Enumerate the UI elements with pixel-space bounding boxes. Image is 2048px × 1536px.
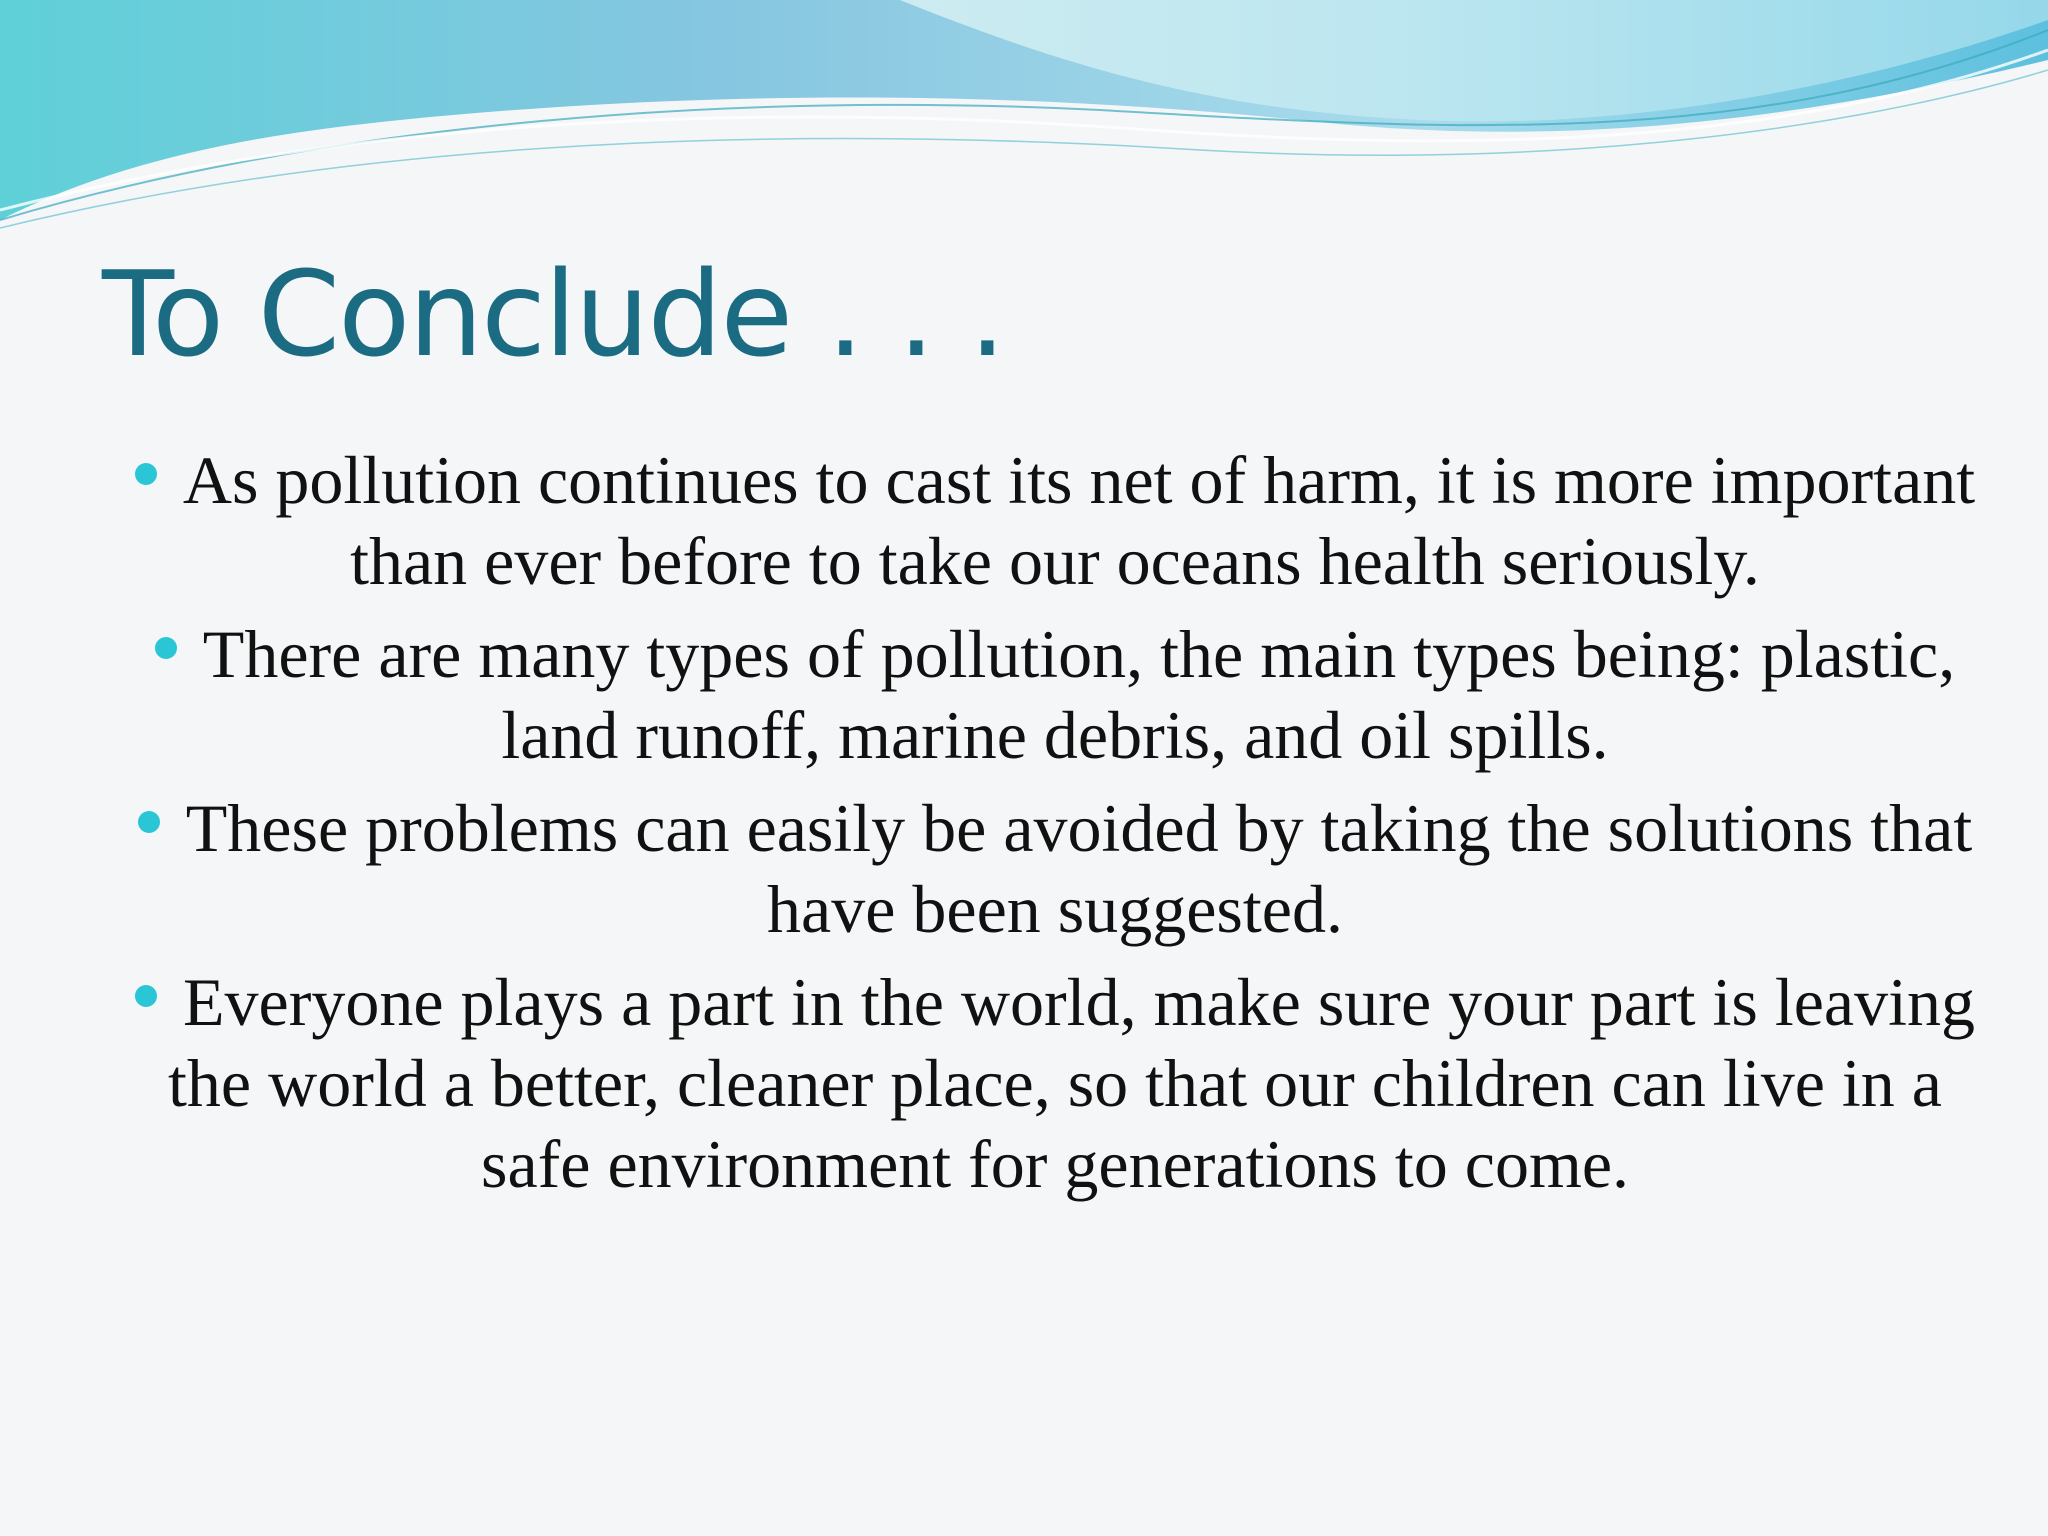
bullet-item (120, 614, 1990, 776)
bullet-dot-icon (135, 985, 157, 1007)
bullet-item (120, 440, 1990, 602)
bullet-item (120, 788, 1990, 950)
bullet-text: These problems can easily be avoided by taking the solutions that have been suggested. (185, 790, 1973, 947)
bullet-text: Everyone plays a part in the world, make sure your part is leaving the world a better, cleaner place, so that our children can live in a safe environment for generations to come. (168, 964, 1975, 1202)
bullet-item (120, 962, 1990, 1205)
slide-title: To Conclude . . . (102, 245, 1005, 383)
bullet-dot-icon (135, 463, 157, 485)
header-wave-decoration (0, 0, 2048, 240)
bullet-text: As pollution continues to cast its net of harm, it is more important than ever before to take our oceans health seriously. (182, 442, 1976, 599)
bullet-list (120, 440, 1990, 1217)
bullet-dot-icon (155, 637, 177, 659)
bullet-text: There are many types of pollution, the main types being: plastic, land runoff, marine debris, and oil spills. (202, 616, 1956, 773)
bullet-dot-icon (138, 811, 160, 833)
